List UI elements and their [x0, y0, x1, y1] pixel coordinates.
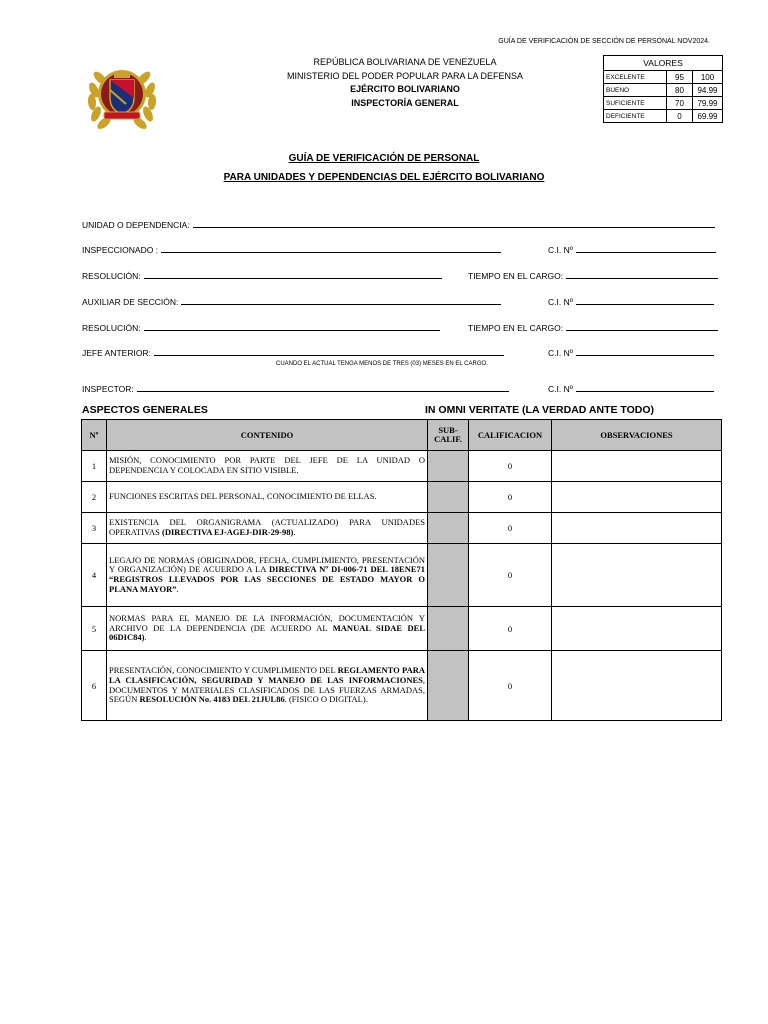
values-min: 0 [667, 110, 693, 123]
inspector-input-line[interactable] [137, 382, 509, 392]
row-subcalif-cell[interactable] [428, 544, 469, 607]
unidad-label: UNIDAD O DEPENDENCIA: [82, 220, 190, 230]
table-row [82, 607, 722, 651]
row-calificacion[interactable]: 0 [469, 451, 552, 482]
institution-header [250, 56, 560, 110]
resolucion-input-line[interactable] [144, 269, 442, 279]
contenido-bold-text: MANUAL SIDAE DEL 06DIC84) [109, 622, 425, 643]
row-subcalif-cell[interactable] [428, 482, 469, 513]
values-max: 94.99 [693, 84, 723, 97]
contenido-text: , DOCUMENTOS Y MATERIALES CLASIFICADOS DE LAS FUERZAS ARMADAS, SEGÚN [109, 674, 425, 705]
ci-input-line[interactable] [576, 346, 714, 356]
table-row [82, 651, 722, 721]
tiempo-field [468, 321, 718, 333]
inspector-field [82, 382, 509, 394]
row-contenido [107, 451, 428, 482]
row-number: 1 [82, 451, 107, 482]
resolucion-field [82, 269, 442, 281]
values-label: DEFICIENTE [604, 110, 667, 123]
section-motto: IN OMNI VERITATE (LA VERDAD ANTE TODO) [425, 404, 655, 416]
header-line-inspectorate: INSPECTORÍA GENERAL [351, 97, 459, 108]
inspeccionado-field [82, 243, 501, 255]
col-header-calificacion: CALIFICACION [469, 420, 552, 451]
tiempo-label: TIEMPO EN EL CARGO: [468, 271, 564, 281]
row-contenido [107, 544, 428, 607]
table-row [82, 482, 722, 513]
row-calificacion[interactable]: 0 [469, 513, 552, 544]
values-label: EXCELENTE [604, 71, 667, 84]
ci-field [548, 382, 714, 394]
col-header-num: Nº [82, 420, 107, 451]
auxiliar-input-line[interactable] [181, 295, 501, 305]
contenido-text: . [293, 527, 296, 537]
inspector-label: INSPECTOR: [82, 384, 134, 394]
resolucion-input-line[interactable] [144, 321, 440, 331]
tiempo-input-line[interactable] [566, 269, 718, 279]
values-row [604, 84, 723, 97]
row-observaciones-cell[interactable] [552, 451, 722, 482]
tiempo-field [468, 269, 718, 281]
row-calificacion[interactable]: 0 [469, 482, 552, 513]
unidad-input-line[interactable] [193, 218, 715, 228]
contenido-text: . [176, 583, 179, 594]
header-line-army: EJÉRCITO BOLIVARIANO [350, 84, 460, 94]
row-contenido [107, 482, 428, 513]
document-title: GUÍA DE VERIFICACIÓN DE PERSONAL [288, 153, 480, 164]
ci-label: C.I. Nº [548, 245, 573, 255]
table-header-row [82, 420, 722, 451]
document-code: GUÍA DE VERIFICACIÓN DE SECCIÓN DE PERSONAL NOV2024. [498, 38, 710, 45]
auxiliar-field [82, 295, 501, 307]
contenido-text: . [144, 632, 147, 643]
contenido-text: MISIÓN, CONOCIMIENTO POR PARTE DEL JEFE DE LA UNIDAD O DEPENDENCIA Y COLOCADA EN SITIO VISIBLE. [109, 455, 425, 475]
values-label: BUENO [604, 84, 667, 97]
row-number: 4 [82, 544, 107, 607]
ci-label: C.I. Nº [548, 297, 573, 307]
header-line-ministry: MINISTERIO DEL PODER POPULAR PARA LA DEFENSA [286, 70, 524, 81]
ci-input-line[interactable] [576, 382, 714, 392]
contenido-bold-text: REGLAMENTO PARA LA CLASIFICACIÓN, SEGURIDAD Y MANEJO DE LAS INFORMACIONES [109, 665, 425, 685]
table-row [82, 513, 722, 544]
contenido-bold-text: DIRECTIVA Nº DI-006-71 DEL 18ENE71 “REGISTROS LLEVADOS POR LAS SECCIONES DE ESTADO MAYOR O PLANA MAYOR” [109, 564, 426, 594]
col-header-observaciones: OBSERVACIONES [552, 420, 722, 451]
row-number: 6 [82, 651, 107, 721]
ci-input-line[interactable] [576, 243, 716, 253]
row-subcalif-cell[interactable] [428, 607, 469, 651]
contenido-text: EXISTENCIA DEL ORGANIGRAMA (ACTUALIZADO) PARA UNIDADES OPERATIVAS [109, 517, 425, 537]
ci-field [548, 346, 714, 358]
table-row [82, 544, 722, 607]
row-contenido [107, 607, 428, 651]
tiempo-label: TIEMPO EN EL CARGO: [468, 323, 564, 333]
values-max: 69.99 [693, 110, 723, 123]
row-contenido [107, 513, 428, 544]
auxiliar-label: AUXILIAR DE SECCIÓN: [82, 297, 179, 307]
ci-field [548, 243, 716, 255]
row-calificacion[interactable]: 0 [469, 651, 552, 721]
values-min: 70 [667, 97, 693, 110]
inspeccionado-label: INSPECCIONADO : [82, 245, 159, 255]
unidad-field [82, 218, 715, 230]
contenido-text: PRESENTACIÓN, CONOCIMIENTO Y CUMPLIMIENTO DEL [109, 665, 338, 676]
contenido-bold-text: (DIRECTIVA EJ-AGEJ-DIR-29-98) [161, 527, 294, 537]
values-label: SUFICIENTE [604, 97, 667, 110]
row-calificacion[interactable]: 0 [469, 544, 552, 607]
verification-table [81, 419, 722, 721]
contenido-bold-text: RESOLUCIÓN No. 4183 DEL 21JUL86 [139, 694, 285, 705]
values-row [604, 97, 723, 110]
col-header-contenido: CONTENIDO [107, 420, 428, 451]
row-number: 2 [82, 482, 107, 513]
row-contenido [107, 651, 428, 721]
values-table [603, 55, 723, 123]
col-header-subcalif-line1: SUB- [438, 425, 458, 435]
row-subcalif-cell[interactable] [428, 451, 469, 482]
ci-label: C.I. Nº [548, 384, 573, 394]
inspeccionado-input-line[interactable] [161, 243, 501, 253]
jefe-input-line[interactable] [154, 346, 504, 356]
jefe-label: JEFE ANTERIOR: [82, 348, 151, 358]
army-emblem-logo [84, 56, 160, 132]
values-row [604, 71, 723, 84]
contenido-text: LEGAJO DE NORMAS (ORIGINADOR, FECHA, CUMPLIMIENTO, PRESENTACIÓN Y ORGANIZACIÓN) DE ACUERDO A LA [109, 554, 425, 575]
contenido-text: FUNCIONES ESCRITAS DEL PERSONAL, CONOCIMIENTO DE ELLAS. [109, 491, 377, 502]
values-max: 100 [693, 71, 723, 84]
row-number: 3 [82, 513, 107, 544]
row-observaciones-cell[interactable] [552, 544, 722, 607]
tiempo-input-line[interactable] [566, 321, 718, 331]
row-observaciones-cell[interactable] [552, 482, 722, 513]
document-subtitle: PARA UNIDADES Y DEPENDENCIAS DEL EJÉRCITO BOLIVARIANO [223, 172, 545, 183]
row-observaciones-cell[interactable] [552, 513, 722, 544]
row-subcalif-cell[interactable] [428, 513, 469, 544]
row-number: 5 [82, 607, 107, 651]
ci-field [548, 295, 714, 307]
values-max: 79.99 [693, 97, 723, 110]
col-header-subcalif [428, 420, 469, 451]
contenido-text: . (FISICO O DIGITAL). [284, 694, 368, 705]
resolucion-label: RESOLUCIÓN: [82, 271, 141, 281]
table-row [82, 451, 722, 482]
values-row [604, 110, 723, 123]
ci-input-line[interactable] [576, 295, 714, 305]
values-min: 80 [667, 84, 693, 97]
row-calificacion[interactable]: 0 [469, 607, 552, 651]
contenido-text: NORMAS PARA EL MANEJO DE LA INFORMACIÓN, DOCUMENTACIÓN Y ARCHIVO DE LA DEPENDENCIA (DE ACUERDO AL [109, 613, 425, 633]
col-header-subcalif-line2: CALIF. [434, 434, 462, 444]
jefe-field [82, 346, 504, 358]
row-subcalif-cell[interactable] [428, 651, 469, 721]
row-observaciones-cell[interactable] [552, 651, 722, 721]
values-min: 95 [667, 71, 693, 84]
values-title: VALORES [604, 56, 723, 71]
resolucion-field [82, 321, 440, 333]
resolucion-label: RESOLUCIÓN: [82, 323, 141, 333]
jefe-note: CUANDO EL ACTUAL TENGA MENOS DE TRES (03) MESES EN EL CARGO. [276, 361, 488, 367]
section-aspectos-generales: ASPECTOS GENERALES [82, 404, 208, 416]
row-observaciones-cell[interactable] [552, 607, 722, 651]
ci-label: C.I. Nº [548, 348, 573, 358]
header-line-republic: REPÚBLICA BOLIVARIANA DE VENEZUELA [313, 57, 497, 67]
